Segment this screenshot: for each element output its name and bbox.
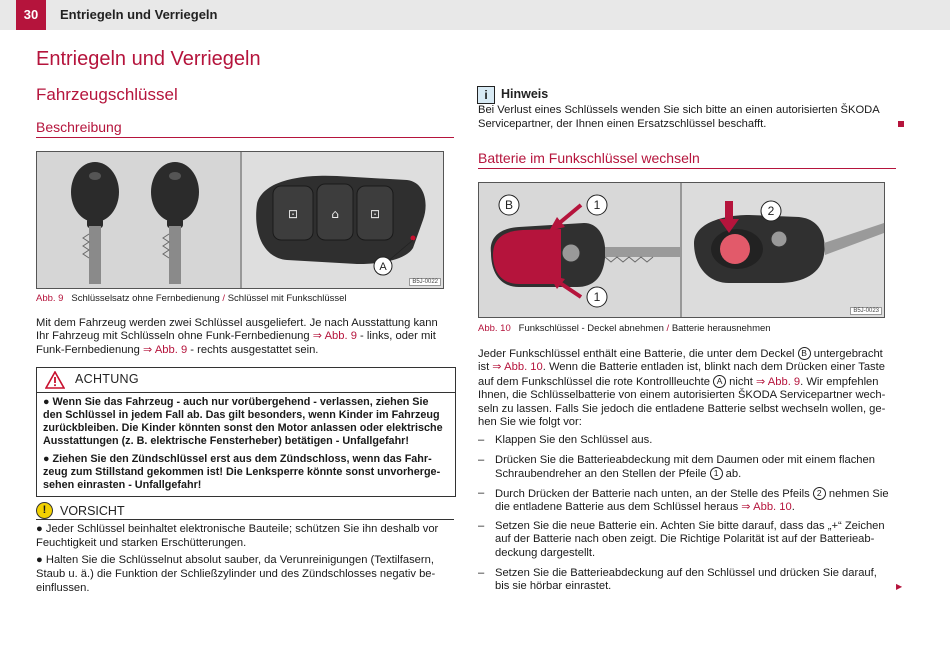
figure-10-illustration [479, 183, 884, 317]
warning-line: ● Ziehen Sie den Zündschlüssel erst aus dem Zündschloss, wenn das Fahr- [43, 453, 432, 465]
battery-line: seln zu lassen. Falls Sie jedoch die entladene Batterie selbst wechseln wollen, ge- [478, 402, 886, 415]
battery-text: auf dem Funkschlüssel die rote Kontrollleuchte [478, 375, 714, 388]
marker-b: B [798, 347, 811, 360]
caution-line: Feuchtigkeit und starken Erschütterungen. [36, 537, 247, 549]
figure-9-caption-sep: / [219, 293, 228, 304]
battery-text: ist [478, 361, 493, 374]
intro-paragraph [36, 317, 456, 357]
section-title: Fahrzeugschlüssel [36, 85, 178, 104]
intro-text: Ihr Fahrzeug mit Schlüsseln ohne Funk-Fernbedienung [36, 330, 313, 343]
battery-text: Jeder Funkschlüssel enthält eine Batterie, die unter dem Deckel [478, 348, 798, 360]
page-number: 30 [16, 0, 46, 30]
list-item [478, 520, 898, 562]
step-line: Setzen Sie die neue Batterie ein. Achten Sie bitte darauf, dass das „+“ Zeichen [495, 520, 885, 532]
step-dash: – [478, 520, 485, 532]
step-text [495, 520, 897, 560]
note-title: Hinweis [501, 87, 549, 101]
ref-abb-9-link[interactable]: ⇒ Abb. 9 [312, 330, 357, 343]
figure-10-caption [478, 323, 771, 334]
warning-header [37, 368, 455, 393]
step-dash: – [478, 487, 485, 499]
battery-line [478, 347, 902, 361]
warning-title: ACHTUNG [75, 372, 139, 386]
figure-10-caption-part1: Funkschlüssel - Deckel abnehmen [518, 323, 664, 334]
figure-10-caption-part2: Batterie herausnehmen [671, 323, 771, 334]
figure-10-label-2: 2 [767, 204, 775, 218]
intro-line [36, 344, 456, 357]
marker-1: 1 [710, 467, 723, 480]
figure-9-illustration [37, 152, 443, 288]
ref-abb-9-link[interactable]: ⇒ Abb. 9 [755, 375, 801, 388]
battery-text: nicht [726, 375, 756, 388]
step-text [495, 487, 897, 515]
note-line: Servicepartner, der Ihnen einen Ersatzschlüssel beschafft. [478, 118, 767, 130]
caution-divider [36, 519, 454, 520]
list-item [478, 567, 898, 595]
step-dash: – [478, 434, 485, 446]
step-text [495, 567, 897, 594]
battery-text: . Wenn die Batterie entladen ist, blinkt nach dem Drücken einer Taste [542, 361, 885, 374]
figure-9-caption-num: Abb. 9 [36, 293, 64, 304]
step-text [495, 454, 897, 482]
warning-line: den Schlüssel in jedem Fall ab. Das gilt besonders, wenn Kinder im Fahrzeug [43, 409, 440, 421]
ref-abb-9-link[interactable]: ⇒ Abb. 9 [142, 343, 188, 356]
caution-line: Staub u. ä.) die Funktion der Schließzylinder und des Zündschlosses negativ be- [36, 568, 436, 580]
warning-line: zurückbleiben. Die Kinder könnten sonst den Motor anlassen oder elektrische [43, 422, 443, 434]
warning-triangle-icon [45, 371, 65, 389]
marker-2: 2 [813, 487, 826, 500]
figure-10-label-1-top: 1 [593, 198, 601, 212]
step-dash: – [478, 454, 485, 466]
step-text: Klappen Sie den Schlüssel aus. [495, 434, 653, 446]
step-span: die entladene Batterie aus dem Schlüssel heraus [495, 501, 742, 514]
intro-text: Funk-Fernbedienung [36, 343, 143, 356]
subsection-title-batterie: Batterie im Funkschlüssel wechseln [478, 150, 896, 169]
list-item [478, 454, 898, 482]
step-span: ab. [722, 468, 742, 481]
caution-line: einflussen. [36, 582, 90, 594]
remote-key [256, 176, 425, 264]
list-item [478, 487, 898, 515]
note-line: Bei Verlust eines Schlüssels wenden Sie sich bitte an einen autorisierten ŠKODA [478, 104, 880, 116]
step-dash: – [478, 567, 485, 579]
figure-9-caption-part2: Schlüssel mit Funkschlüssel [227, 293, 347, 304]
step-line [495, 467, 897, 481]
intro-line [36, 330, 456, 343]
end-marker [898, 121, 904, 127]
step-line: Drücken Sie die Batterieabdeckung mit dem Daumen oder mit einem flachen [495, 454, 875, 466]
figure-10-code: B5J-0023 [850, 307, 882, 315]
step-line: bis sie hörbar einrastet. [495, 580, 612, 593]
step-line: auf der Batterie nach oben zeigt. Die Richtige Polarität ist auf der Batterieab- [495, 533, 875, 546]
figure-10-caption-sep: / [663, 323, 672, 334]
battery-text: . Wir empfehlen [800, 375, 879, 388]
figure-9-caption [36, 293, 347, 304]
info-icon-glyph: i [484, 88, 488, 102]
battery-line [478, 361, 902, 374]
step-line [495, 487, 897, 501]
warning-line: Ausstattungen (z. B. elektrische Fensterheber) betätigen - Unfallgefahr! [43, 435, 409, 447]
caution-title: VORSICHT [60, 504, 125, 518]
warning-line: zeug zum Stillstand gekommen ist! Die Lenksperre könnte sonst unvorherge- [43, 466, 441, 478]
step-span: . [791, 501, 795, 514]
page-header [0, 0, 950, 30]
subsection-title-beschreibung: Beschreibung [36, 119, 454, 138]
battery-line: hen Sie wie folgt vor: [478, 416, 582, 429]
ref-abb-10-link[interactable]: ⇒ Abb. 10 [741, 501, 792, 514]
caution-icon: ! [36, 502, 53, 519]
step-line: Setzen Sie die Batterieabdeckung auf den Schlüssel und drücken Sie darauf, [495, 567, 877, 579]
figure-10 [478, 182, 885, 318]
caution-line: ● Halten Sie die Schlüsselnut absolut sauber, da Verunreinigungen (Textilfasern, [36, 554, 434, 566]
info-icon [477, 86, 495, 104]
marker-a: A [713, 375, 726, 388]
intro-line: Mit dem Fahrzeug werden zwei Schlüssel ausgeliefert. Je nach Ausstattung kann [36, 317, 438, 329]
figure-9-label-a: A [379, 261, 387, 273]
svg-text:⌂: ⌂ [331, 207, 339, 221]
step-span: nehmen Sie [825, 488, 889, 500]
warning-box [36, 367, 456, 497]
caution-line: ● Jeder Schlüssel beinhaltet elektronische Bauteile; schützen Sie ihn deshalb vor [36, 523, 439, 535]
step-span: Durch Drücken der Batterie nach unten, an der Stelle des Pfeils [495, 488, 813, 500]
battery-line [478, 375, 902, 389]
intro-text: - rechts ausgestattet sein. [187, 343, 319, 356]
figure-10-caption-num: Abb. 10 [478, 323, 511, 334]
warning-line: ● Wenn Sie das Fahrzeug - auch nur vorübergehend - verlassen, ziehen Sie [43, 396, 429, 408]
step-line [495, 501, 897, 514]
battery-line: Ihnen, die Schlüsselbatterie von einem autorisierten ŠKODA Servicepartner wech- [478, 389, 886, 402]
header-title: Entriegeln und Verriegeln [60, 7, 218, 22]
intro-text: - links, oder mit [356, 330, 436, 343]
figure-9-code: B5J-0022 [409, 278, 441, 286]
svg-text:⊡: ⊡ [287, 207, 299, 221]
continue-arrow-icon: ▶ [896, 582, 903, 591]
figure-10-label-b: B [504, 198, 514, 212]
figure-10-label-1-bottom: 1 [593, 290, 601, 304]
step-span: Schraubendreher an den Stellen der Pfeile [495, 468, 710, 481]
svg-text:⊡: ⊡ [369, 207, 381, 221]
battery-paragraph [478, 347, 902, 429]
warning-line: sehen einrasten - Unfallgefahr! [43, 479, 202, 491]
figure-9 [36, 151, 444, 289]
ref-abb-10-link[interactable]: ⇒ Abb. 10 [492, 361, 543, 374]
figure-9-caption-part1: Schlüsselsatz ohne Fernbedienung [71, 293, 220, 304]
battery-text: untergebracht [810, 348, 883, 360]
step-line: deckung dargestellt. [495, 546, 596, 559]
chapter-title: Entriegeln und Verriegeln [36, 48, 261, 70]
